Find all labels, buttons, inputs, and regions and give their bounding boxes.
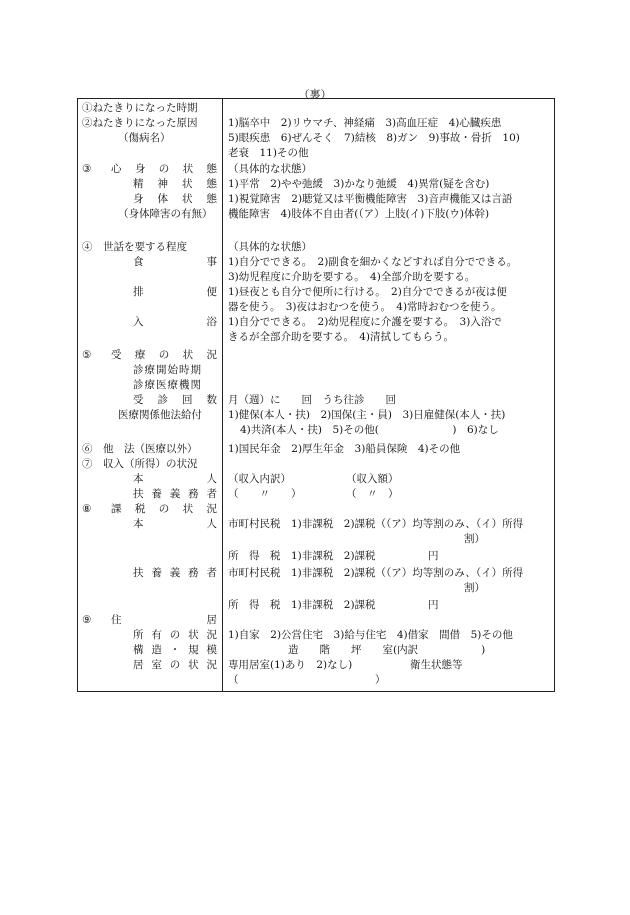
hygiene-label: 衛生状態等: [410, 659, 463, 671]
meal-options-2: 3)幼児程度に介助を要する。 4)全部介助を要する。: [228, 271, 476, 283]
tax-supporter-income: 所 得 税 1)非課税 2)課税 円: [228, 599, 439, 611]
label-ownership: 所 有 の 状 況: [133, 629, 217, 641]
num-treatment: ⑤: [82, 349, 92, 361]
label-structure-size: 構 造 ・ 規 模: [133, 644, 217, 656]
label-tax-self: 本 人: [133, 518, 217, 530]
mind-body-heading: （具体的な状態）: [228, 163, 312, 175]
column-divider: [222, 99, 223, 691]
label-mental-state: 精 神 状 態: [133, 178, 217, 190]
care-heading: （具体的な状態）: [228, 241, 312, 253]
mental-options: 1)平常 2)やや弛緩 3)かなり弛緩 4)異常(疑を含む): [228, 178, 490, 190]
label-housing: 住 居: [111, 614, 217, 626]
label-income-status: ⑦ 収入（所得）の状況: [82, 458, 198, 470]
label-income-self: 本 人: [133, 473, 217, 485]
num-tax: ⑧: [82, 503, 92, 515]
label-bathing: 入 浴: [133, 316, 217, 328]
tax-self-income: 所 得 税 1)非課税 2)課税 円: [228, 550, 439, 562]
label-medical-benefits: 医療関係他法給付: [118, 409, 202, 421]
label-physical-state: 身 体 状 態: [133, 193, 217, 205]
label-income-supporter: 扶 養 義 務 者: [133, 488, 217, 500]
cause-options-3: 老衰 11)その他: [228, 147, 309, 159]
label-bedridden-start: ①ねたきりになった時期: [82, 102, 198, 114]
benefit-options-2: 4)共済(本人・扶) 5)その他( ) 6)なし: [240, 424, 499, 436]
label-care-level: ④ 世話を要する程度: [82, 241, 187, 253]
income-breakdown-ditto: （ 〃 ）: [228, 488, 302, 500]
structure-entry: 造 階 坪 室(内訳 ): [288, 644, 486, 656]
meal-options-1: 1)自分でできる。 2)副食を細かくなどすれば自分でできる。: [228, 256, 518, 268]
bathing-options-2: きるが全部介助を要する。 4)清拭してもらう。: [228, 331, 455, 343]
benefit-options-1: 1)健保(本人・扶) 2)国保(主・員) 3)日雇健保(本人・扶): [228, 409, 506, 421]
tax-self-municipal-1: 市町村民税 1)非課税 2)課税（（ア）均等割のみ、（イ）所得: [228, 518, 524, 530]
other-law-options: 1)国民年金 2)厚生年金 3)船員保険 4)その他: [228, 443, 461, 455]
num-mind-body: ③: [82, 163, 92, 175]
label-tax-supporter: 扶 養 義 務 者: [133, 567, 217, 579]
ownership-options: 1)自家 2)公営住宅 3)給与住宅 4)借家 間借 5)その他: [228, 629, 513, 641]
label-meals: 食 事: [133, 256, 217, 268]
physical-options-1: 1)視覚障害 2)聴覚又は平衡機能障害 3)音声機能又は言語: [228, 193, 513, 205]
label-room-status: 居 室 の 状 況: [133, 659, 217, 671]
hygiene-entry: （ ）: [228, 674, 386, 686]
excretion-options-1: 1)昼夜とも自分で便所に行ける。 2)自分でできるが夜は便: [228, 286, 507, 298]
label-mind-body-state: 心 身 の 状 態: [111, 163, 217, 175]
tax-supporter-municipal-2: 割）: [464, 582, 485, 594]
tax-supporter-municipal-1: 市町村民税 1)非課税 2)課税（（ア）均等割のみ、（イ）所得: [228, 567, 524, 579]
label-visit-count: 受 診 回 数: [133, 394, 217, 406]
income-amount-ditto: （ 〃 ）: [346, 488, 399, 500]
private-room-options: 専用居室(1)あり 2)なし): [228, 659, 353, 671]
page-header: （裏）: [298, 88, 332, 101]
label-disability-presence: （身体障害の有無）: [118, 208, 213, 220]
label-treatment-status: 受 療 の 状 況: [111, 349, 217, 361]
income-amount-label: （収入額）: [346, 473, 399, 485]
bathing-options-1: 1)自分でできる。 2)幼児程度に介護を要する。 3)入浴で: [228, 316, 502, 328]
physical-options-2: 機能障害 4)肢体不自由者(（ア）上肢(イ)下肢(ウ)体幹): [228, 208, 490, 220]
cause-options-2: 5)眼疾患 6)ぜんそく 7)結核 8)ガン 9)事故・骨折 10): [228, 132, 520, 144]
visit-count-entry: 月（週）に 回 うち往診 回: [228, 394, 396, 406]
label-other-laws: ⑥ 他 法（医療以外）: [82, 443, 198, 455]
excretion-options-2: 器を使う。 3)夜はおむつを使う。 4)常時おむつを使う。: [228, 301, 502, 313]
label-excretion: 排 便: [133, 286, 217, 298]
welfare-form-table: [77, 98, 555, 692]
cause-options-1: 1)脳卒中 2)リウマチ、神経痛 3)高血圧症 4)心臓疾患: [228, 117, 502, 129]
label-tax-status: 課 税 の 状 況: [111, 503, 217, 515]
label-bedridden-cause: ②ねたきりになった原因: [82, 117, 198, 129]
label-treatment-start: 診療開始時期: [133, 364, 202, 376]
label-medical-institution: 診療医療機関: [133, 379, 202, 391]
num-housing: ⑨: [82, 614, 92, 626]
label-disease-name: （傷病名）: [118, 132, 171, 144]
tax-self-municipal-2: 割）: [464, 533, 485, 545]
income-breakdown-label: （収入内訳）: [228, 473, 291, 485]
